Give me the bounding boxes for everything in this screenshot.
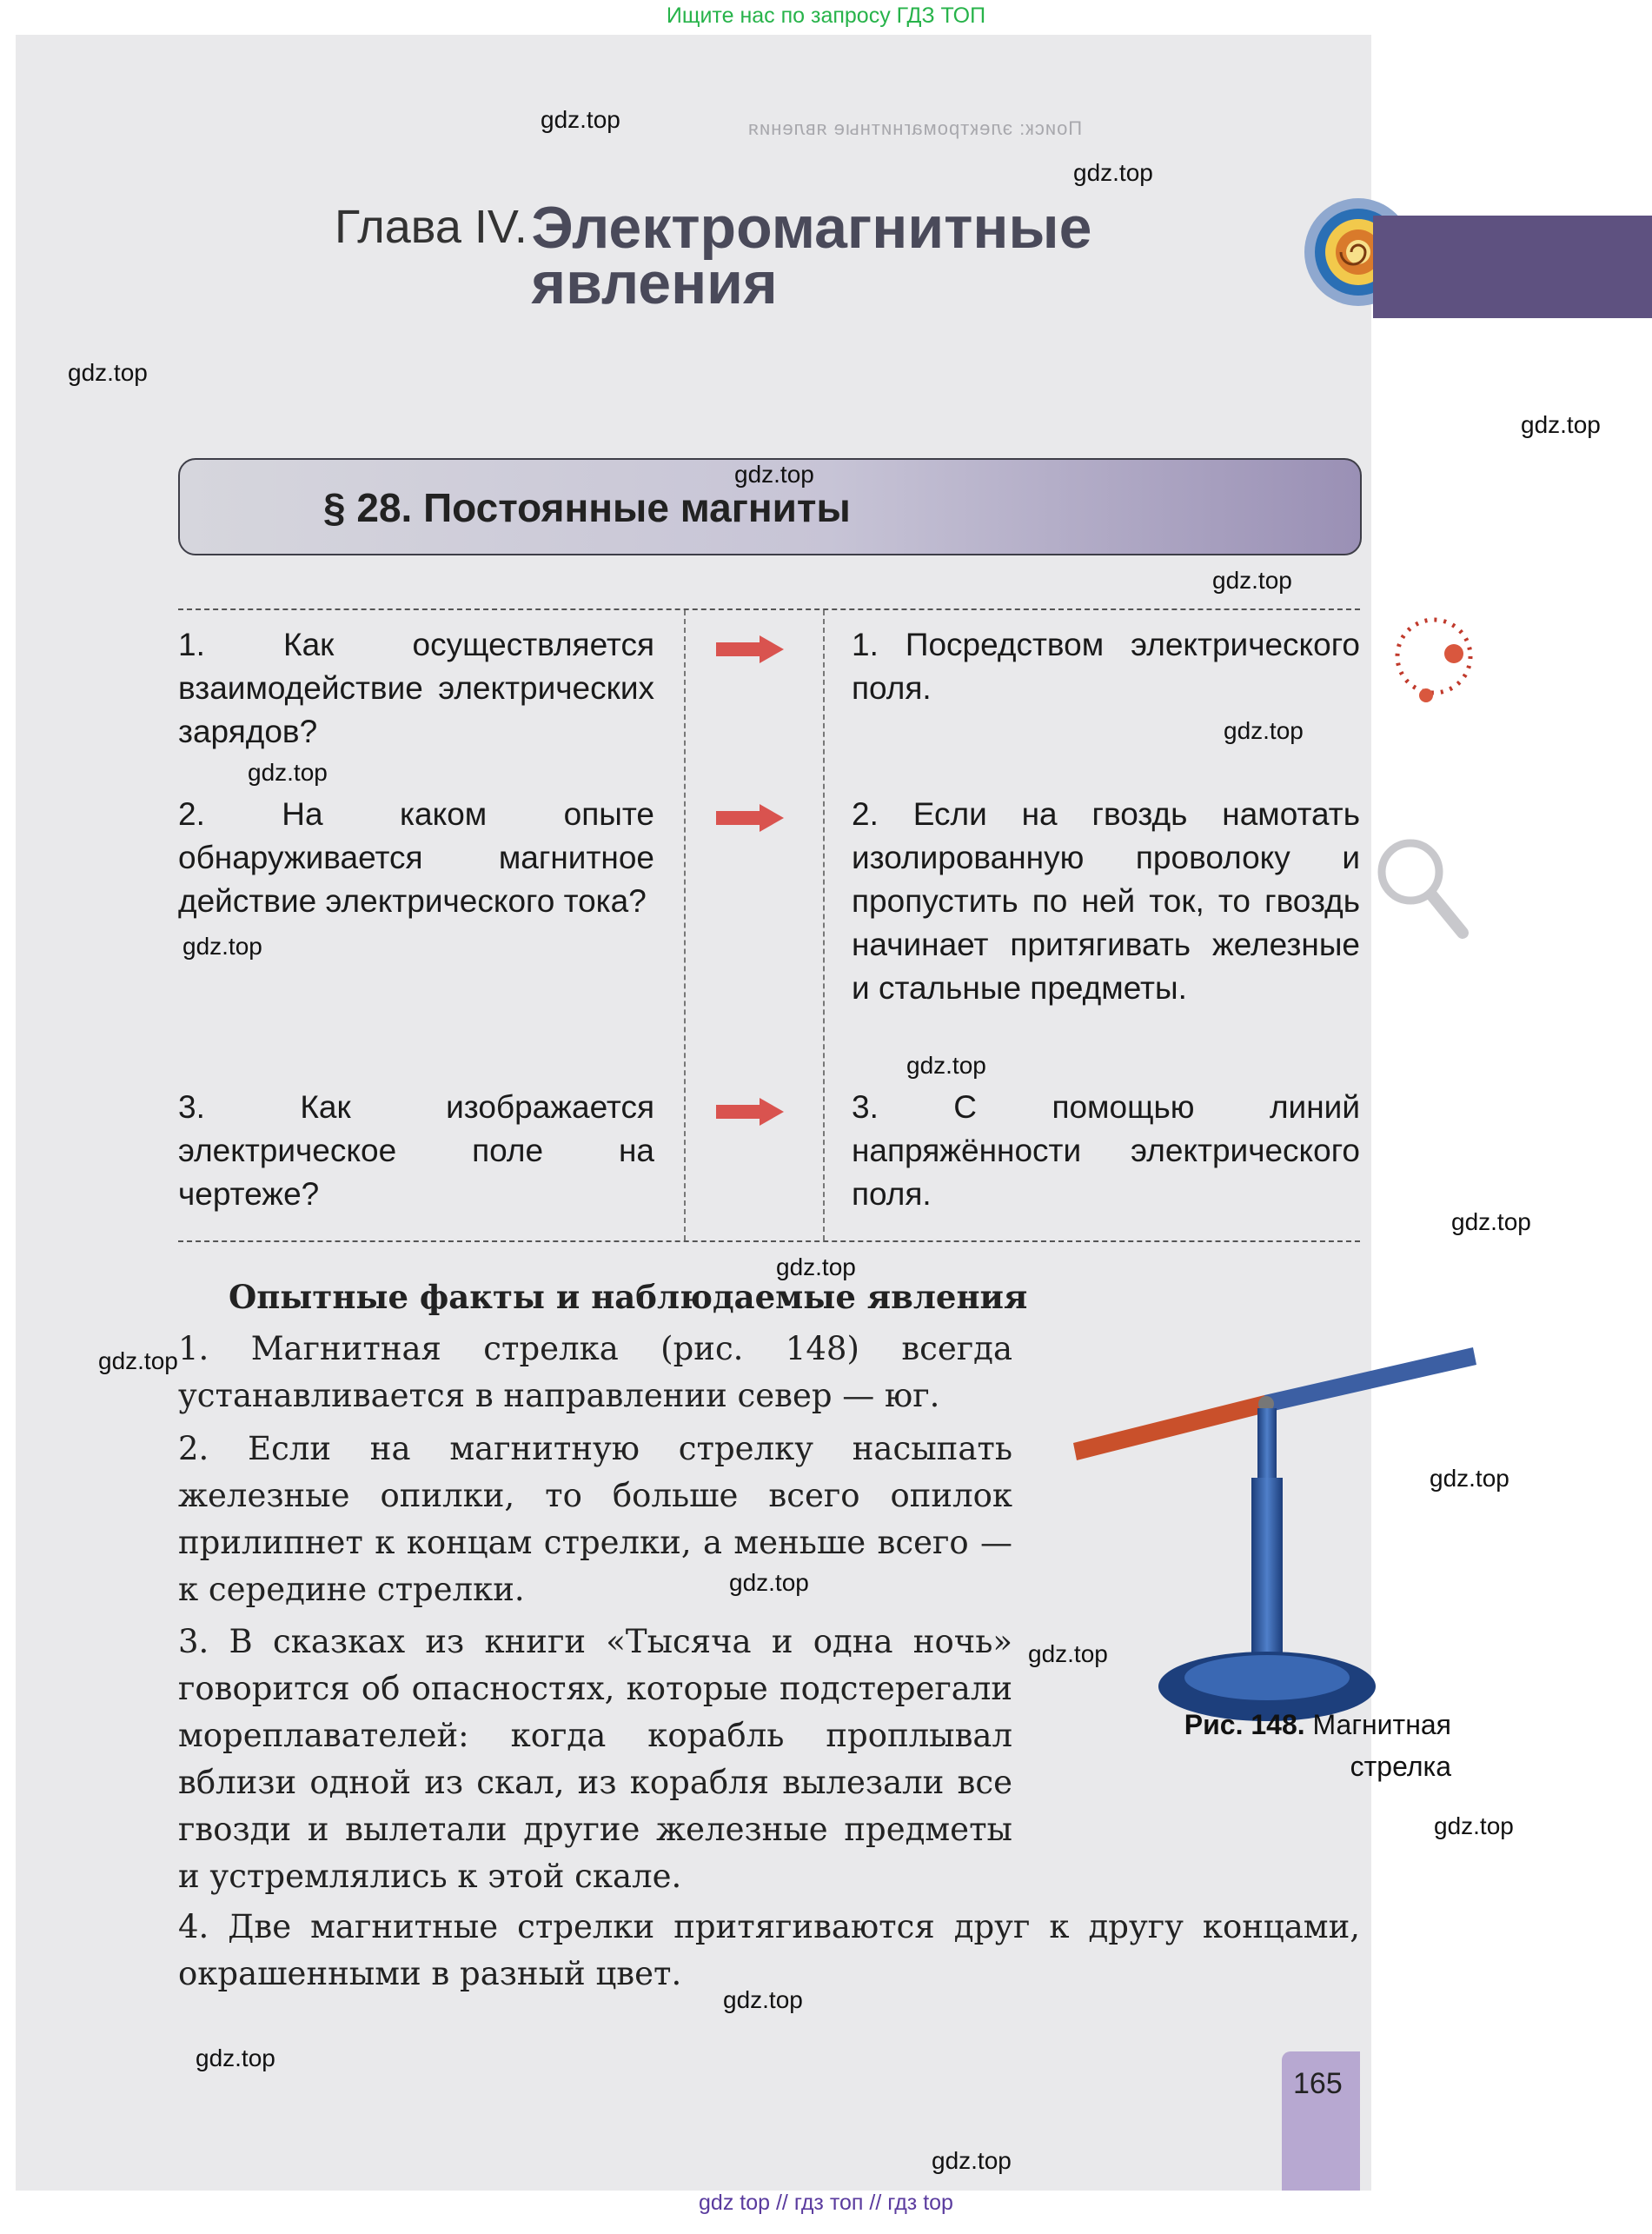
watermark: gdz.top bbox=[1224, 717, 1304, 744]
watermark: gdz.top bbox=[1430, 1465, 1509, 1492]
fact-3: 3. В сказках из книги «Тысяча и одна ночь» говорится об опасностях, которые подстерегали мореплавателей: когда корабль проплывал вблизи одной из скал, из корабля вылезали все гвозди и вылетали другие железные предметы и устремлялись к этой скале. bbox=[178, 1623, 1012, 1895]
chapter-title-line2: явления bbox=[531, 250, 778, 316]
top-banner[interactable]: Ищите нас по запросу ГДЗ ТОП bbox=[666, 3, 986, 28]
watermark: gdz.top bbox=[723, 1986, 803, 2013]
watermark: gdz.top bbox=[1073, 159, 1153, 186]
chapter-title-line1: Электромагнитные bbox=[531, 195, 1092, 261]
chapter-heading bbox=[335, 195, 1092, 316]
chapter-band bbox=[1373, 216, 1652, 318]
watermark: gdz.top bbox=[906, 1052, 986, 1079]
watermark: gdz.top bbox=[98, 1347, 178, 1374]
watermark: gdz.top bbox=[541, 106, 620, 133]
figure-caption-label: Рис. 148. bbox=[1184, 1709, 1305, 1740]
qa-answer-1: 1. Посредством электрического поля. bbox=[852, 627, 1360, 706]
fact-2: 2. Если на магнитную стрелку насыпать железные опилки, то больше всего опилок прилипнет к концам стрелки, а меньше всего — к середине стрелки. bbox=[178, 1430, 1012, 1608]
watermark: gdz.top bbox=[1212, 567, 1292, 594]
qa-answer-2: 2. Если на гвоздь намотать изолированную проволоку и пропустить по ней ток, то гвоздь начинает притягивать железные и стальные предметы. bbox=[852, 796, 1360, 1006]
arrow-right-icon bbox=[714, 635, 786, 664]
qa-table bbox=[178, 608, 1360, 1242]
watermark: gdz.top bbox=[932, 2147, 1012, 2174]
qa-question-2: 2. На каком опыте обнаруживается магнитное действие электрического тока? bbox=[178, 796, 654, 919]
watermark: gdz.top bbox=[1434, 1812, 1514, 1839]
watermark: gdz.top bbox=[776, 1253, 856, 1280]
watermark: gdz.top bbox=[1028, 1640, 1108, 1667]
figure-caption bbox=[1121, 1704, 1451, 1787]
figure-caption-text: Магнитная стрелка bbox=[1312, 1709, 1451, 1782]
facts-heading: Опытные факты и наблюдаемые явления bbox=[229, 1278, 1028, 1316]
footer-links[interactable]: gdz top // гдз топ // гдз top bbox=[699, 2191, 953, 2215]
arrow-right-icon bbox=[714, 803, 786, 833]
arrow-right-icon bbox=[714, 1097, 786, 1127]
chapter-title bbox=[531, 195, 1092, 316]
watermark: gdz.top bbox=[1521, 411, 1601, 438]
bleed-through-header: Поиск: электромагнитные явления bbox=[747, 117, 1083, 139]
watermark: gdz.top bbox=[182, 933, 262, 960]
section-title: § 28. Постоянные магниты bbox=[323, 485, 851, 530]
watermark: gdz.top bbox=[729, 1569, 809, 1596]
qa-question-1: 1. Как осуществляется взаимодействие электрических зарядов? bbox=[178, 627, 654, 749]
qa-question-3: 3. Как изображается электрическое поле на чертеже? bbox=[178, 1089, 654, 1212]
watermark: gdz.top bbox=[196, 2045, 275, 2071]
qa-answer-3: 3. С помощью линий напряжённости электрического поля. bbox=[852, 1089, 1360, 1212]
chapter-prefix: Глава IV. bbox=[335, 201, 527, 253]
fact-4: 4. Две магнитные стрелки притягиваются друг к другу концами, окрашенными в разный цвет. bbox=[178, 1908, 1360, 1992]
fact-1: 1. Магнитная стрелка (рис. 148) всегда устанавливается в направлении север — юг. bbox=[178, 1330, 1012, 1414]
magnetic-needle-figure bbox=[1065, 1330, 1490, 1739]
watermark: gdz.top bbox=[68, 359, 148, 386]
watermark: gdz.top bbox=[1451, 1208, 1531, 1235]
page-number: 165 bbox=[1293, 2067, 1343, 2100]
watermark: gdz.top bbox=[734, 461, 814, 488]
orbit-icon bbox=[1377, 604, 1490, 717]
watermark: gdz.top bbox=[248, 759, 328, 786]
magnifier-icon bbox=[1369, 830, 1473, 952]
